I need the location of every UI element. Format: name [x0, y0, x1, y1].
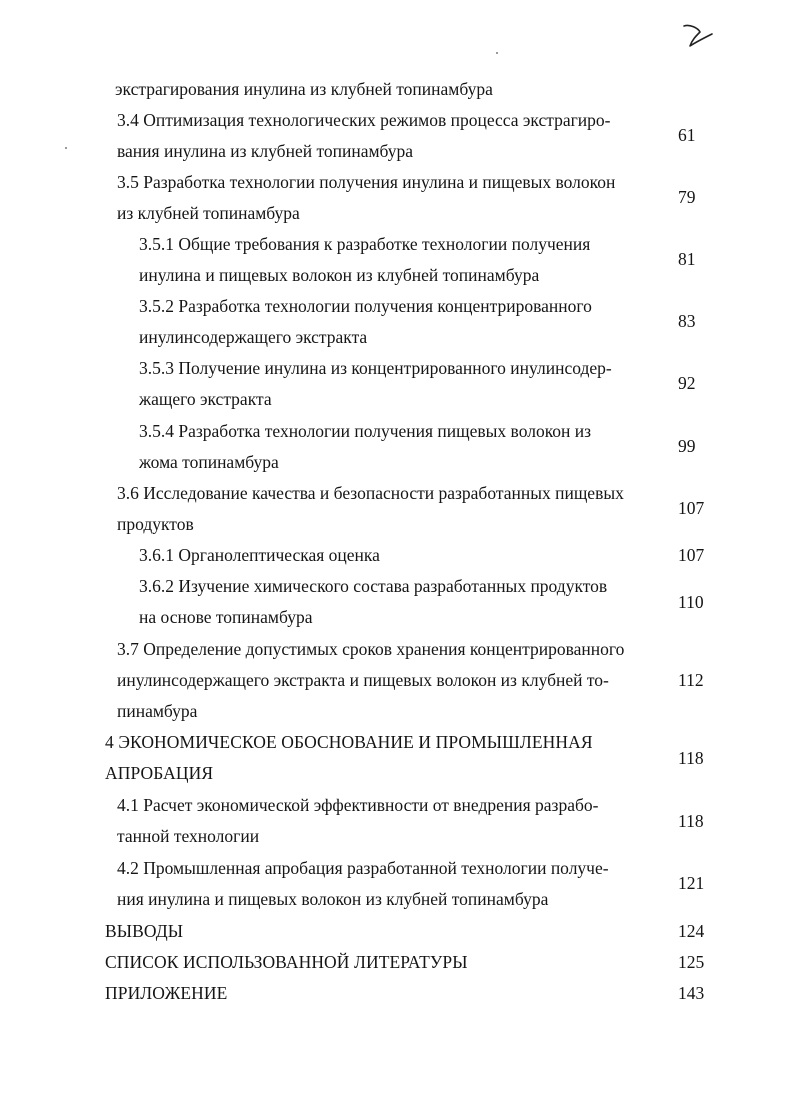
toc-page-number: 79 [678, 187, 696, 207]
toc-entry-text: АПРОБАЦИЯ [105, 763, 214, 783]
toc-entry-text: вания инулина из клубней топинамбура [117, 141, 414, 161]
toc-entry-text: жома топинамбура [139, 452, 279, 472]
toc-entry-text: экстрагирования инулина из клубней топинамбура [115, 79, 493, 99]
toc-page-number: 81 [678, 249, 696, 269]
toc-entry-text: пинамбура [117, 701, 198, 721]
toc-entry-text: ния инулина и пищевых волокон из клубней топинамбура [117, 889, 549, 909]
toc-page-number: 83 [678, 311, 696, 331]
toc-entry-text: 4.1 Расчет экономической эффективности от внедрения разрабо- [117, 795, 599, 815]
toc-entry-text: жащего экстракта [139, 389, 272, 409]
toc-entry-text: 3.7 Определение допустимых сроков хранения концентрированного [117, 639, 625, 659]
toc-entry-text: инулинсодержащего экстракта и пищевых волокон из клубней то- [117, 670, 609, 690]
toc-page-number: 121 [678, 873, 705, 893]
toc-page-number: 107 [678, 545, 705, 565]
toc-page-number: 107 [678, 498, 705, 518]
toc-entry-text: 3.6 Исследование качества и безопасности разработанных пищевых [117, 483, 624, 503]
toc-page-number: 99 [678, 436, 696, 456]
toc-page-number: 61 [678, 125, 696, 145]
toc-entry-text: продуктов [117, 514, 194, 534]
toc-page-number: 143 [678, 983, 705, 1003]
toc-entry-text: 3.5.2 Разработка технологии получения концентрированного [139, 296, 592, 316]
toc-entry-text: СПИСОК ИСПОЛЬЗОВАННОЙ ЛИТЕРАТУРЫ [105, 952, 468, 972]
toc-entry-text: инулинсодержащего экстракта [139, 327, 368, 347]
toc-entry-text: из клубней топинамбура [117, 203, 300, 223]
toc-entry-text: 3.4 Оптимизация технологических режимов процесса экстрагиро- [117, 110, 611, 130]
toc-entry-text: инулина и пищевых волокон из клубней топинамбура [139, 265, 540, 285]
toc-entry-text: 3.6.2 Изучение химического состава разработанных продуктов [139, 576, 608, 596]
toc-entry-text: на основе топинамбура [139, 607, 313, 627]
toc-page-number: 125 [678, 952, 705, 972]
toc-entry-text: танной технологии [117, 826, 260, 846]
toc-page-number: 118 [678, 748, 704, 768]
toc-page-number: 124 [678, 921, 705, 941]
toc-entry-text: 4.2 Промышленная апробация разработанной технологии получе- [117, 858, 609, 878]
toc-entry-text: 4 ЭКОНОМИЧЕСКОЕ ОБОСНОВАНИЕ И ПРОМЫШЛЕННАЯ [105, 732, 593, 752]
toc-page-number: 118 [678, 811, 704, 831]
toc-entry-text: 3.5 Разработка технологии получения инулина и пищевых волокон [117, 172, 616, 192]
toc-page-number: 92 [678, 373, 696, 393]
toc-entry-text: 3.5.4 Разработка технологии получения пищевых волокон из [139, 421, 592, 441]
toc-entry-text: 3.5.1 Общие требования к разработке технологии получения [139, 234, 591, 254]
toc-page-number: 110 [678, 592, 704, 612]
toc-page-number: 112 [678, 670, 704, 690]
toc-entry-text: ВЫВОДЫ [105, 921, 184, 941]
toc-entry-text: 3.6.1 Органолептическая оценка [139, 545, 380, 565]
toc-entry-text: 3.5.3 Получение инулина из концентрированного инулинсодер- [139, 358, 612, 378]
toc-entry-text: ПРИЛОЖЕНИЕ [105, 983, 228, 1003]
